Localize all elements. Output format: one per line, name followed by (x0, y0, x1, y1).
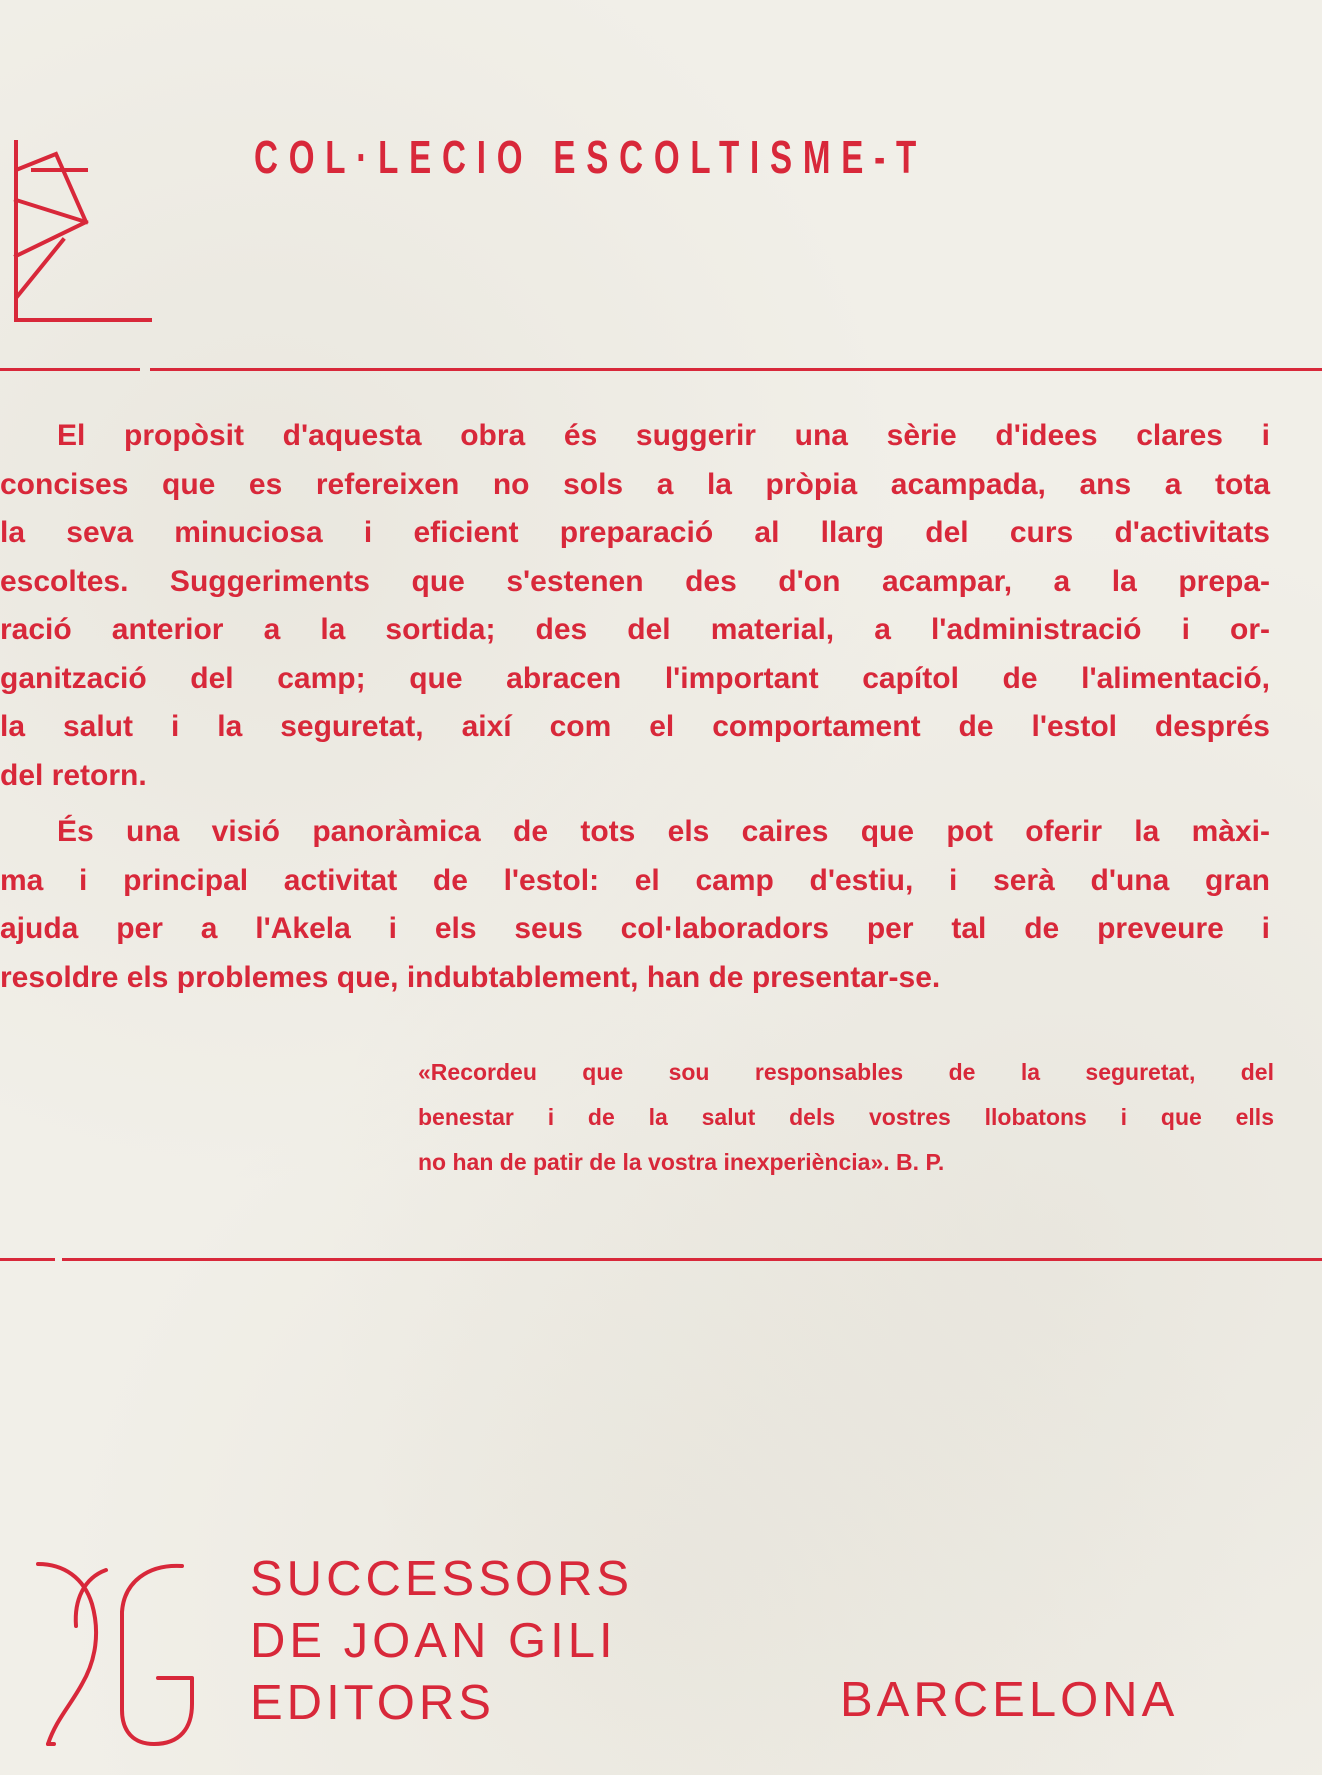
text-line: ajuda per a l'Akela i els seus col·laboradors per tal de preveure i (0, 912, 1270, 945)
description-paragraph-1 (0, 412, 1270, 800)
text-line: del retorn. (0, 758, 147, 792)
text-line: És una visió panoràmica de tots els caires que pot oferir la màxi- (57, 815, 1270, 848)
text-line: ració anterior a la sortida; des del material, a l'administració i or- (0, 613, 1270, 646)
text-line: ganització del camp; que abracen l'important capítol de l'alimentació, (0, 661, 1270, 695)
description-text (0, 412, 1270, 1002)
description-paragraph-2 (0, 808, 1270, 1002)
text-line: El propòsit d'aquesta obra és suggerir una sèrie d'idees clares i (57, 419, 1270, 452)
publisher-name (250, 1548, 633, 1734)
text-line: la seva minuciosa i eficient preparació al llarg del curs d'activitats (0, 516, 1270, 549)
bottom-divider-left (0, 1258, 55, 1261)
text-line: concises que es refereixen no sols a la pròpia acampada, ans a tota (0, 467, 1270, 501)
text-line: la salut i la seguretat, així com el comportament de l'estol després (0, 710, 1270, 743)
publisher-monogram-icon (30, 1560, 210, 1750)
collection-title: COL·LECIO ESCOLTISME-T (254, 131, 928, 183)
text-line: escoltes. Suggeriments que s'estenen des d'on acampar, a la prepa- (0, 564, 1270, 598)
quote-line: «Recordeu que sou responsables de la seguretat, del (418, 1059, 1274, 1085)
quote-line: benestar i de la salut dels vostres llobatons i que ells (418, 1104, 1274, 1130)
bottom-divider-right (62, 1258, 1322, 1261)
publisher-city: BARCELONA (840, 1673, 1179, 1727)
publisher-line: DE JOAN GILI (250, 1614, 617, 1668)
text-line: ma i principal activitat de l'estol: el camp d'estiu, i serà d'una gran (0, 863, 1270, 897)
top-divider-right (150, 368, 1322, 371)
quote-line: no han de patir de la vostra inexperiència». B. P. (418, 1149, 945, 1175)
collection-emblem-icon (8, 140, 158, 325)
top-divider-left (0, 368, 140, 371)
baden-powell-quote (418, 1050, 1274, 1185)
text-line: resoldre els problemes que, indubtablement, han de presentar-se. (0, 960, 941, 994)
publisher-line: SUCCESSORS (250, 1552, 634, 1606)
publisher-line: EDITORS (250, 1676, 495, 1730)
